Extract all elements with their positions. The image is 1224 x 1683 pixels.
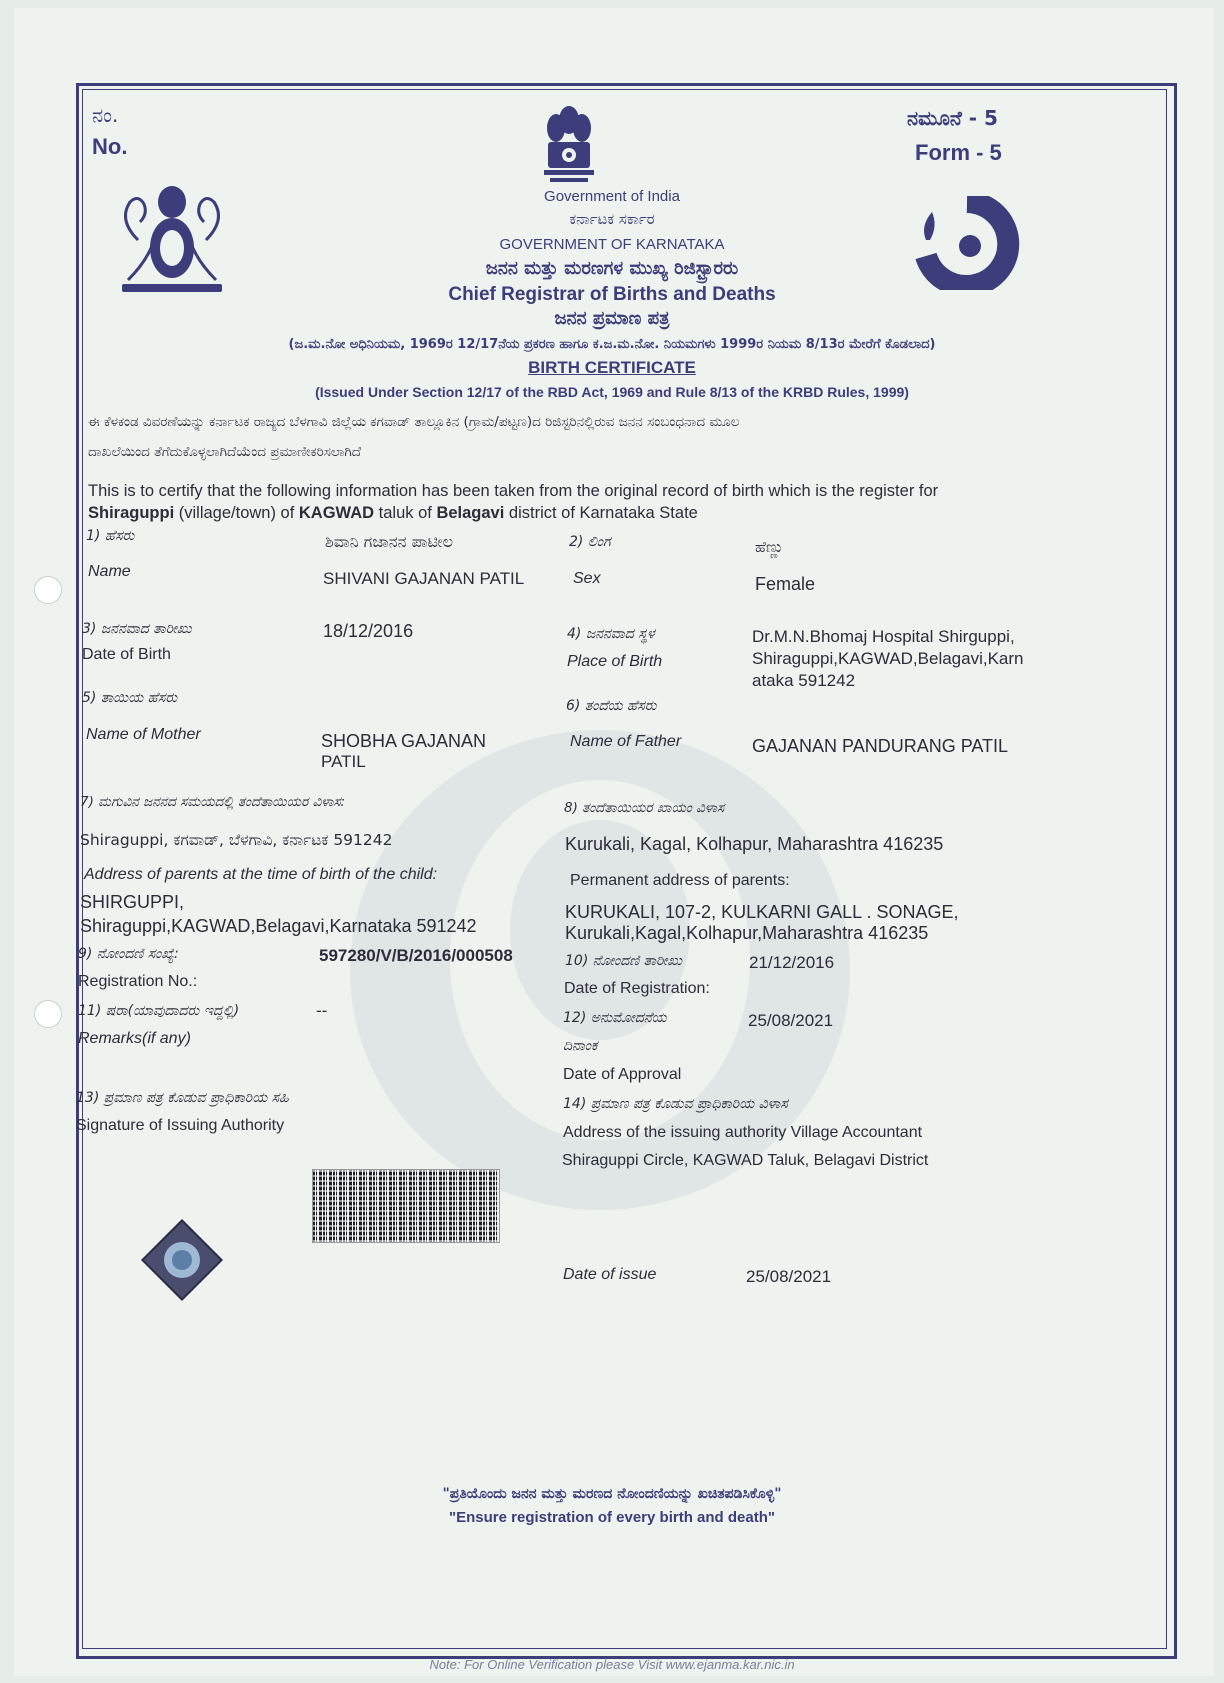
- sex-label: Sex: [573, 570, 601, 587]
- number-label: No.: [92, 134, 128, 159]
- issuer-address-line2: Shiraguppi Circle, KAGWAD Taluk, Belagavi District: [562, 1152, 929, 1169]
- registration-no-label: Registration No.:: [78, 973, 198, 990]
- barcode-icon: [312, 1169, 500, 1243]
- pob-value-line3: ataka 591242: [752, 671, 856, 690]
- sex-label-kn: 2) ಲಿಂಗ: [569, 534, 611, 550]
- certificate-title: BIRTH CERTIFICATE: [528, 358, 696, 377]
- father-label: Name of Father: [570, 733, 682, 750]
- signature-label: Signature of Issuing Authority: [76, 1117, 285, 1134]
- certify-text-line1: This is to certify that the following information has been taken from the original record of birth which is the register for: [88, 482, 939, 500]
- address-at-birth-label: Address of parents at the time of birth of the child:: [84, 866, 438, 883]
- punch-hole: [34, 1000, 62, 1028]
- registration-no-value: 597280/V/B/2016/000508: [319, 946, 513, 965]
- father-label-kn: 6) ತಂದೆಯ ಹೆಸರು: [566, 698, 657, 714]
- permanent-address-label: Permanent address of parents:: [570, 872, 790, 889]
- address-at-birth-value-kn: Shiraguppi, ಕಗವಾಡ್, ಬೆಳಗಾವಿ, ಕರ್ನಾಟಕ 591242: [80, 831, 393, 849]
- address-at-birth-line2: Shiraguppi,KAGWAD,Belagavi,Karnataka 591242: [80, 916, 477, 936]
- ashoka-emblem-icon: [540, 98, 598, 188]
- approval-label-kn-line1: 12) ಅನುಮೋದನೆಯ: [563, 1010, 667, 1026]
- gov-india-title: Government of India: [544, 188, 680, 205]
- taluk-name: KAGWAD: [298, 504, 375, 522]
- certify-text-mid1: (village/town) of: [174, 504, 299, 522]
- mother-value-line1: SHOBHA GAJANAN: [321, 731, 487, 751]
- punch-hole: [34, 576, 62, 604]
- mother-value-line2: PATIL: [321, 752, 366, 771]
- verification-note: Note: For Online Verification please Visit www.ejanma.kar.nic.in: [429, 1657, 795, 1672]
- registrar-title: Chief Registrar of Births and Deaths: [448, 284, 776, 305]
- permanent-address-value-kn: Kurukali, Kagal, Kolhapur, Maharashtra 416235: [565, 834, 944, 854]
- issue-date-value: 25/08/2021: [746, 1267, 832, 1286]
- hologram-seal-icon: [140, 1218, 224, 1302]
- name-label-kn: 1) ಹೆಸರು: [86, 528, 135, 544]
- permanent-address-label-kn: 8) ತಂದೆತಾಯಿಯರ ಖಾಯಂ ವಿಳಾಸ: [564, 800, 725, 816]
- form-label: Form - 5: [915, 140, 1002, 165]
- pob-label: Place of Birth: [567, 653, 663, 670]
- gov-karnataka-title-kn: ಕರ್ನಾಟಕ ಸರ್ಕಾರ: [569, 210, 655, 228]
- issuer-address-label-kn: 14) ಪ್ರಮಾಣ ಪತ್ರ ಕೊಡುವ ಪ್ರಾಧಿಕಾರಿಯ ವಿಳಾಸ: [563, 1096, 788, 1112]
- approval-date-value: 25/08/2021: [748, 1011, 834, 1030]
- name-value-kn: ಶಿವಾನಿ ಗಜಾನನ ಪಾಟೀಲ: [325, 532, 453, 551]
- name-value: SHIVANI GAJANAN PATIL: [323, 569, 525, 588]
- sex-value: Female: [755, 574, 816, 594]
- issuer-address-line1: Address of the issuing authority Village Accountant: [563, 1124, 923, 1141]
- permanent-address-line1: KURUKALI, 107-2, KULKARNI GALL . SONAGE,: [565, 902, 959, 922]
- registrar-title-kn: ಜನನ ಮತ್ತು ಮರಣಗಳ ಮುಖ್ಯ ರಿಜಿಸ್ಟ್ರಾರರು: [485, 258, 739, 279]
- approval-label-kn-line2: ದಿನಾಂಕ: [563, 1038, 598, 1054]
- number-label-kn: ನಂ.: [92, 103, 119, 127]
- certify-text-mid2: taluk of: [374, 504, 437, 522]
- act-reference-kn: (ಜ.ಮ.ನೋ ಅಧಿನಿಯಮ, 1969ರ 12/17ನೆಯ ಪ್ರಕರಣ ಹಾಗೂ ಕ.ಜ.ಮ.ನೋ. ನಿಯಮಗಳು 1999ರ ನಿಯಮ 8/13ರ ಮೇರೆಗೆ ಕೊಡಲಾದ): [288, 337, 936, 352]
- permanent-address-line2: Kurukali,Kagal,Kolhapur,Maharashtra 416235: [565, 923, 929, 943]
- gov-karnataka-title: GOVERNMENT OF KARNATAKA: [499, 236, 725, 253]
- certificate-title-kn: ಜನನ ಪ್ರಮಾಣ ಪತ್ರ: [554, 308, 670, 329]
- sex-value-kn: ಹೆಣ್ಣು: [755, 538, 784, 556]
- registration-date-label: Date of Registration:: [564, 980, 710, 997]
- mother-label: Name of Mother: [86, 726, 201, 743]
- certify-text-kn-line1: ಈ ಕೆಳಕಂಡ ವಿವರಣೆಯನ್ನು ಕರ್ನಾಟಕ ರಾಜ್ಯದ ಬೆಳಗಾವಿ ಜಿಲ್ಲೆಯ ಕಗವಾಡ್ ತಾಲ್ಲೂಕಿನ (ಗ್ರಾಮ/ಪಟ್ಟಣ)ದ ರಿಜಿಸ್ಟರಿನಲ್ಲಿರುವ ಜನನ ಸಂಬಂಧನಾದ ಮೂಲ: [88, 414, 740, 430]
- registration-no-label-kn: 9) ನೋಂದಣಿ ಸಂಖ್ಯೆ:: [78, 946, 179, 962]
- village-name: Shiraguppi: [88, 504, 175, 522]
- remarks-label: Remarks(if any): [78, 1030, 191, 1047]
- father-value: GAJANAN PANDURANG PATIL: [752, 736, 1009, 756]
- mother-label-kn: 5) ತಾಯಿಯ ಹೆಸರು: [82, 690, 178, 706]
- name-label: Name: [88, 563, 131, 580]
- pob-value-line2: Shiraguppi,KAGWAD,Belagavi,Karn: [752, 649, 1024, 668]
- form-label-kn: ನಮೂನೆ - 5: [907, 106, 998, 130]
- remarks-label-kn: 11) ಷರಾ(ಯಾವುದಾದರು ಇದ್ದಲ್ಲಿ): [78, 1003, 240, 1019]
- footer-slogan-kn: "ಪ್ರತಿಯೊಂದು ಜನನ ಮತ್ತು ಮರಣದ ನೋಂದಣಿಯನ್ನು ಖಚಿತಪಡಿಸಿಕೊಳ್ಳಿ": [442, 1486, 782, 1502]
- certify-text-end: district of Karnataka State: [504, 504, 698, 522]
- address-at-birth-label-kn: 7) ಮಗುವಿನ ಜನನದ ಸಮಯದಲ್ಲಿ ತಂದೆತಾಯಿಯರ ವಿಳಾಸ:: [80, 794, 346, 810]
- dob-value: 18/12/2016: [323, 621, 414, 641]
- district-name: Belagavi: [436, 504, 505, 522]
- certify-text-line2: [88, 504, 698, 523]
- certify-text-kn-line2: ದಾಖಲೆಯಿಂದ ತೆಗೆದುಕೊಳ್ಳಲಾಗಿದೆಯೆಂದ ಪ್ರಮಾಣೀಕರಿಸಲಾಗಿದೆ: [88, 444, 362, 460]
- approval-label: Date of Approval: [563, 1066, 682, 1083]
- address-at-birth-line1: SHIRGUPPI,: [80, 892, 185, 912]
- dob-label: Date of Birth: [82, 646, 171, 663]
- pob-label-kn: 4) ಜನನವಾದ ಸ್ಥಳ: [567, 626, 655, 642]
- dob-label-kn: 3) ಜನನವಾದ ತಾರೀಖು: [82, 621, 192, 637]
- registration-date-value: 21/12/2016: [749, 953, 835, 972]
- signature-label-kn: 13) ಪ್ರಮಾಣ ಪತ್ರ ಕೊಡುವ ಪ್ರಾಧಿಕಾರಿಯ ಸಹಿ: [76, 1090, 289, 1106]
- act-reference: (Issued Under Section 12/17 of the RBD Act, 1969 and Rule 8/13 of the KRBD Rules, 1999): [315, 384, 909, 400]
- footer-slogan: "Ensure registration of every birth and death": [449, 1509, 775, 1526]
- registration-date-label-kn: 10) ನೋಂದಣಿ ತಾರೀಖು: [565, 953, 683, 969]
- remarks-value: --: [316, 1001, 328, 1020]
- issue-date-label: Date of issue: [563, 1266, 657, 1283]
- pob-value-line1: Dr.M.N.Bhomaj Hospital Shirguppi,: [752, 627, 1015, 646]
